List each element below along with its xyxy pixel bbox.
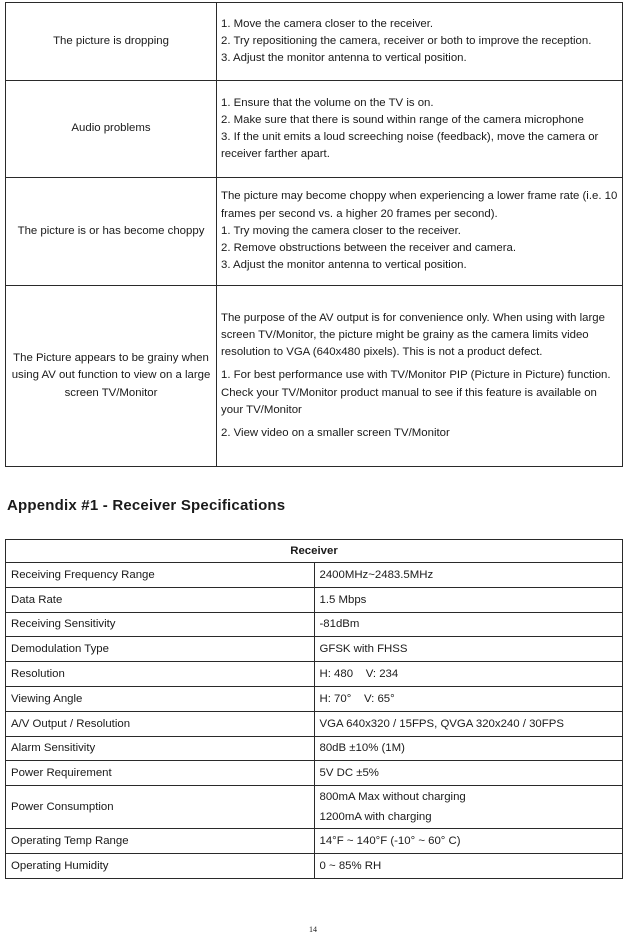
spec-value: VGA 640x320 / 15FPS, QVGA 320x240 / 30FPS: [314, 711, 623, 736]
solution-line: 2. View video on a smaller screen TV/Monitor: [221, 427, 450, 439]
spec-label: Operating Humidity: [6, 853, 315, 878]
solution-cell: [217, 286, 623, 467]
spec-label: Receiving Sensitivity: [6, 612, 315, 637]
troubleshooting-row: [6, 178, 623, 286]
solution-line: The purpose of the AV output is for convenience only. When using with large screen TV/Monitor, the picture might be grainy as the camera limits video resolution to VGA (640x480 pixels). This is not a product defect.: [221, 311, 605, 359]
troubleshooting-table: [5, 2, 623, 467]
spec-row: [6, 686, 623, 711]
spec-label: Power Requirement: [6, 761, 315, 786]
solution-line: 2. Make sure that there is sound within range of the camera microphone: [221, 113, 584, 126]
troubleshooting-row: [6, 81, 623, 178]
solution-line: 1. Ensure that the volume on the TV is on.: [221, 96, 434, 109]
spec-label: Alarm Sensitivity: [6, 736, 315, 761]
spec-row: [6, 736, 623, 761]
spec-row: [6, 612, 623, 637]
solution-line: 3. Adjust the monitor antenna to vertical position.: [221, 52, 467, 65]
troubleshooting-row: [6, 286, 623, 467]
spec-value: H: 70° V: 65°: [314, 686, 623, 711]
solution-line: 1. Try moving the camera closer to the receiver.: [221, 224, 461, 237]
solution-line: 1. For best performance use with TV/Monitor PIP (Picture in Picture) function. Check your TV/Monitor product manual to see if this feature is available on your TV/Monitor: [221, 369, 611, 416]
spec-value: 2400MHz~2483.5MHz: [314, 563, 623, 588]
spec-value: [314, 786, 623, 829]
solution-line: 1. Move the camera closer to the receiver.: [221, 17, 434, 30]
troubleshooting-row: [6, 3, 623, 81]
spec-row: [6, 662, 623, 687]
solution-cell: [217, 3, 623, 81]
spec-value: H: 480 V: 234: [314, 662, 623, 687]
solution-line: The picture may become choppy when experiencing a lower frame rate (i.e. 10 frames per second vs. a higher 20 frames per second).: [221, 190, 618, 220]
spec-label: Resolution: [6, 662, 315, 687]
problem-cell: Audio problems: [6, 81, 217, 178]
spec-value: 5V DC ±5%: [314, 761, 623, 786]
spec-value: 0 ~ 85% RH: [314, 853, 623, 878]
spec-row: [6, 786, 623, 829]
solution-line: 3. If the unit emits a loud screeching noise (feedback), move the camera or receiver farther apart.: [221, 131, 599, 161]
spec-value: 80dB ±10% (1M): [314, 736, 623, 761]
spec-row: [6, 637, 623, 662]
page-number: 14: [309, 925, 317, 934]
spec-label: Receiving Frequency Range: [6, 563, 315, 588]
spec-row: [6, 711, 623, 736]
problem-cell: The Picture appears to be grainy when using AV out function to view on a large screen TV/Monitor: [6, 286, 217, 467]
solution-cell: [217, 81, 623, 178]
spec-label: Operating Temp Range: [6, 829, 315, 854]
spec-row: [6, 563, 623, 588]
spec-label: Demodulation Type: [6, 637, 315, 662]
solution-line: 2. Remove obstructions between the receiver and camera.: [221, 242, 517, 255]
spec-row: [6, 761, 623, 786]
spec-row: [6, 587, 623, 612]
specs-header: Receiver: [6, 540, 623, 563]
spec-label: Viewing Angle: [6, 686, 315, 711]
spec-row: [6, 853, 623, 878]
problem-cell: The picture is or has become choppy: [6, 178, 217, 286]
spec-value-line: 1200mA with charging: [319, 811, 432, 824]
appendix-heading: Appendix #1 - Receiver Specifications: [7, 497, 286, 514]
spec-value: 1.5 Mbps: [314, 587, 623, 612]
spec-value: GFSK with FHSS: [314, 637, 623, 662]
receiver-specs-table: [5, 539, 623, 879]
spec-value: -81dBm: [314, 612, 623, 637]
solution-line: 2. Try repositioning the camera, receiver or both to improve the reception.: [221, 34, 592, 47]
spec-label: Power Consumption: [6, 786, 315, 829]
spec-label: A/V Output / Resolution: [6, 711, 315, 736]
solution-cell: [217, 178, 623, 286]
spec-value: 14°F ~ 140°F (-10° ~ 60° C): [314, 829, 623, 854]
spec-label: Data Rate: [6, 587, 315, 612]
problem-cell: The picture is dropping: [6, 3, 217, 81]
spec-row: [6, 829, 623, 854]
spec-value-line: 800mA Max without charging: [319, 791, 466, 804]
specs-header-row: [6, 540, 623, 563]
solution-line: 3. Adjust the monitor antenna to vertical position.: [221, 259, 467, 272]
